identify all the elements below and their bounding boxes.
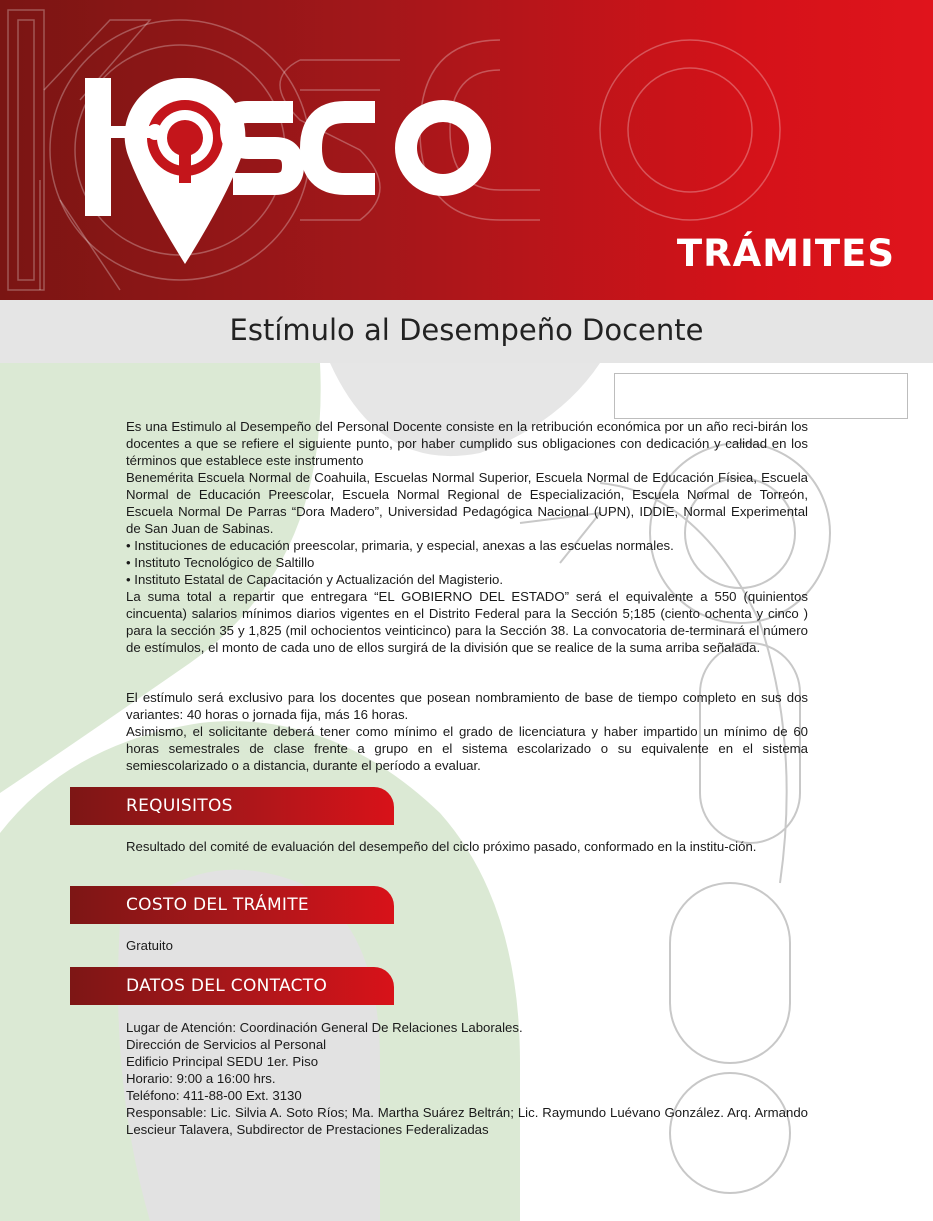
- contacto-line: Edificio Principal SEDU 1er. Piso: [126, 1054, 319, 1069]
- contacto-heading-bar: [70, 967, 394, 1005]
- kiosco-logo: [75, 60, 505, 270]
- intro-paragraph: Es una Estimulo al Desempeño del Personal Docente consiste en la retribución económica por un año reci-birán los docentes a que se refiere el siguiente punto, por haber cumplido sus obligaciones con dedicación y calidad en los términos que establece este instrumento: [126, 419, 808, 468]
- category-label: TRÁMITES: [676, 232, 895, 275]
- contacto-block: [126, 1019, 808, 1138]
- intro-bullet: • Instituciones de educación preescolar, primaria, y especial, anexas a las escuelas normales.: [126, 538, 674, 553]
- intro-bullet: • Instituto Tecnológico de Saltillo: [126, 555, 315, 570]
- requisitos-block: [126, 838, 808, 855]
- intro-paragraph: Benemérita Escuela Normal de Coahuila, Escuelas Normal Superior, Escuela Normal de Educación Física, Escuela Normal de Educación Preescolar, Escuela Normal Regional de Especialización, Escuela Normal de Torreón, Escuela Normal De Parras “Dora Madero”, Universidad Pedagógica Nacional (UPN), IDDIE, Normal Experimental de San Juan de Sabinas.: [126, 470, 808, 536]
- costo-heading-bar: [70, 886, 394, 924]
- contacto-heading: DATOS DEL CONTACTO: [126, 976, 328, 996]
- requisitos-heading-bar: [70, 787, 394, 825]
- intro-block-2: [126, 689, 808, 774]
- intro-bullet: • Instituto Estatal de Capacitación y Actualización del Magisterio.: [126, 572, 503, 587]
- intro-paragraph: Asimismo, el solicitante deberá tener como mínimo el grado de licenciatura y haber impartido un mínimo de 60 horas semestrales de clase frente a grupo en el sistema escolarizado o su equivalente en el sistema semiescolarizado o a distancia, durante el período a evaluar.: [126, 724, 808, 773]
- contacto-line: Lugar de Atención: Coordinación General De Relaciones Laborales.: [126, 1020, 523, 1035]
- contacto-line: Dirección de Servicios al Personal: [126, 1037, 327, 1052]
- contacto-line: Responsable: Lic. Silvia A. Soto Ríos; Ma. Martha Suárez Beltrán; Lic. Raymundo Luévano González. Arq. Armando Lescieur Talavera, Subdirector de Prestaciones Federalizadas: [126, 1105, 808, 1137]
- header-banner: [0, 0, 933, 300]
- requisitos-text: Resultado del comité de evaluación del desempeño del ciclo próximo pasado, conformado en la institu-ción.: [126, 839, 757, 854]
- requisitos-heading: REQUISITOS: [126, 796, 233, 816]
- costo-heading: COSTO DEL TRÁMITE: [126, 895, 309, 915]
- intro-paragraph: La suma total a repartir que entregara “EL GOBIERNO DEL ESTADO” será el equivalente a 550 (quinientos cincuenta) salarios mínimos diarios vigentes en el Distrito Federal para la Sección 5;185 (ciento ochenta y cinco ) para la sección 35 y 1,825 (mil ochocientos veinticinco) para la Sección 38. La convocatoria de-terminará el número de estímulos, el monto de cada uno de ellos surgirá de la división que se realice de la suma arriba señalada.: [126, 589, 808, 655]
- costo-block: [126, 937, 808, 954]
- intro-block: [126, 418, 808, 656]
- contacto-line: Teléfono: 411-88-00 Ext. 3130: [126, 1088, 302, 1103]
- contacto-line: Horario: 9:00 a 16:00 hrs.: [126, 1071, 276, 1086]
- intro-paragraph: El estímulo será exclusivo para los docentes que posean nombramiento de base de tiempo completo en sus dos variantes: 40 horas o jornada fija, más 16 horas.: [126, 690, 808, 722]
- costo-text: Gratuito: [126, 938, 173, 953]
- page-title: Estímulo al Desempeño Docente: [229, 313, 704, 347]
- outline-box: [614, 373, 908, 419]
